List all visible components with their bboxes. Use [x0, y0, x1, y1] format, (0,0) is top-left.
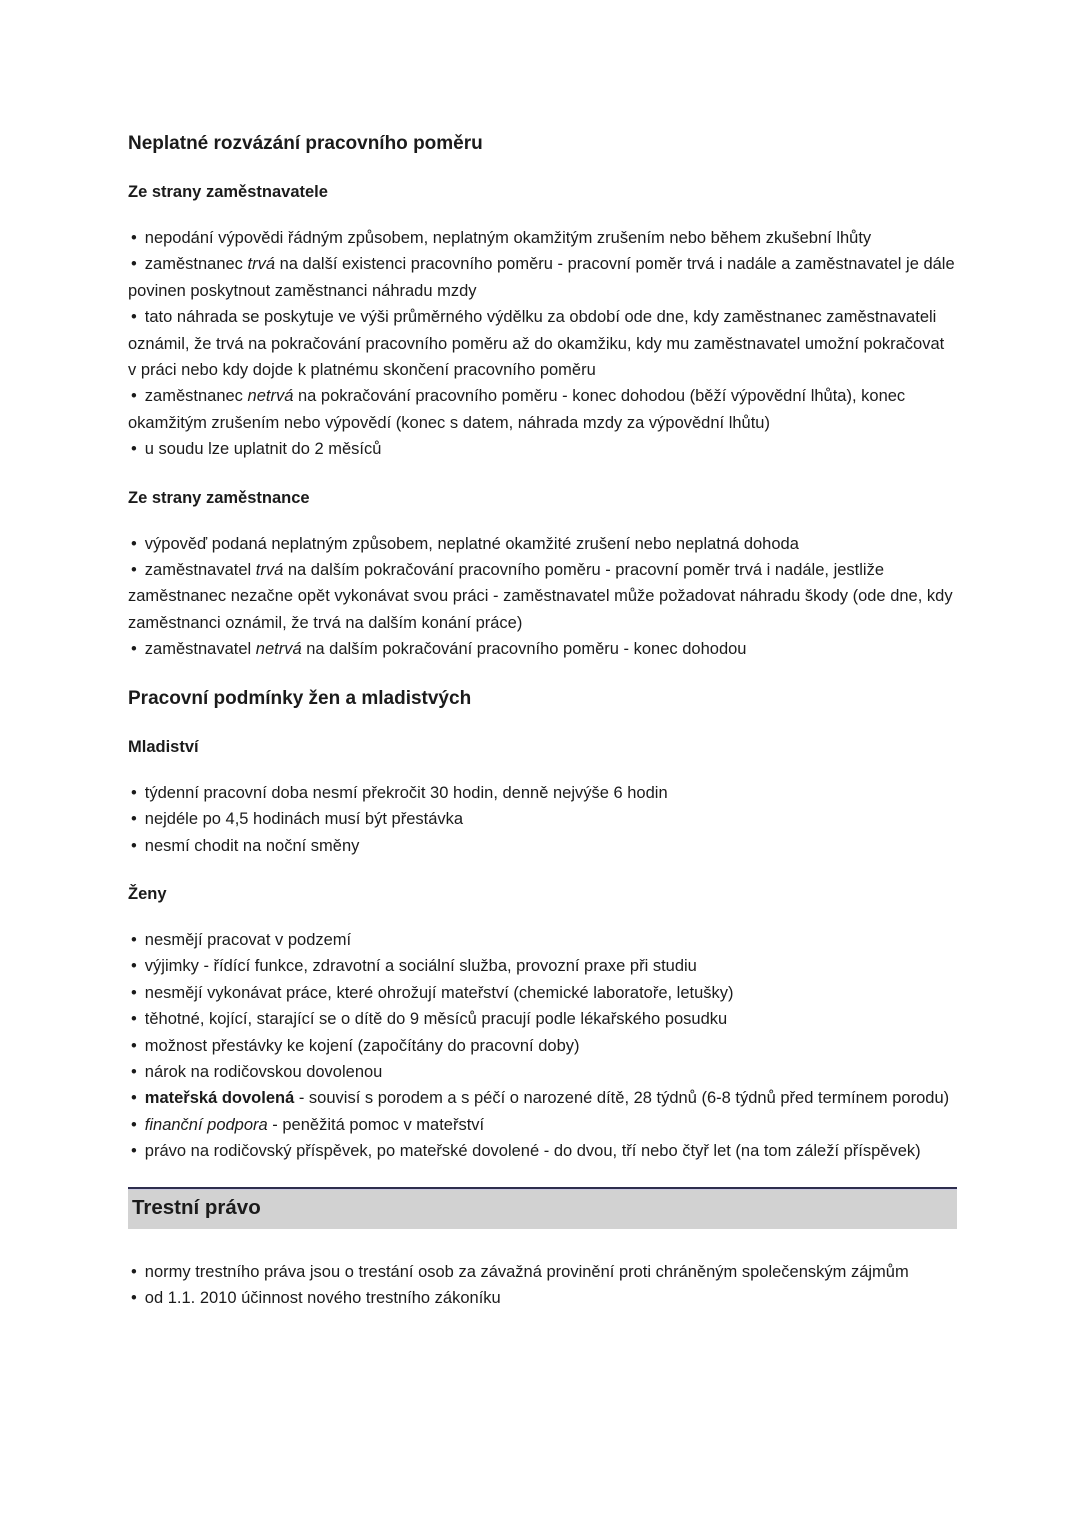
bullet-marker: •: [131, 1010, 137, 1029]
bullet-marker: •: [131, 1142, 137, 1161]
bullet-marker: •: [131, 640, 137, 659]
text-run: výjimky - řídící funkce, zdravotní a sociální služba, provozní praxe při studiu: [144, 957, 697, 976]
subsection-heading: Ze strany zaměstnance: [128, 488, 310, 507]
text-run: u soudu lze uplatnit do 2 měsíců: [144, 440, 382, 459]
subsection-heading: Ze strany zaměstnavatele: [128, 183, 328, 201]
list-item: [128, 1033, 957, 1059]
section-heading: Pracovní podmínky žen a mladistvých: [128, 687, 472, 709]
bullet-marker: •: [131, 810, 137, 829]
list-item: [128, 780, 957, 806]
text-run: nesmí chodit na noční směny: [144, 836, 360, 855]
text-run: zaměstnanec: [144, 387, 248, 406]
list-item: [128, 225, 957, 251]
bullet-marker: •: [131, 534, 137, 553]
bullet-marker: •: [131, 930, 137, 949]
list-item: [128, 436, 957, 462]
list-item: [128, 833, 957, 859]
list-item: [128, 1085, 957, 1111]
text-run: normy trestního práva jsou o trestání osob za závažná provinění proti chráněným společenským zájmům: [144, 1262, 909, 1281]
list-item: [128, 531, 957, 557]
text-run: výpověď podaná neplatným způsobem, neplatné okamžité zrušení nebo neplatná dohoda: [144, 534, 799, 553]
bullet-marker: •: [131, 783, 137, 802]
bullet-marker: •: [131, 255, 137, 274]
bullet-marker: •: [131, 387, 137, 406]
text-run: těhotné, kojící, starající se o dítě do 9 měsíců pracují podle lékařského posudku: [144, 1010, 728, 1029]
bullet-marker: •: [131, 308, 137, 327]
bullet-list: [128, 225, 957, 463]
text-run: na další existenci pracovního poměru - pracovní poměr trvá i nadále a zaměstnavatel je dále povinen poskytnout zaměstnanci náhradu mzdy: [128, 255, 955, 300]
bullet-marker: •: [131, 440, 137, 459]
subsection-heading: Ženy: [128, 884, 167, 903]
list-item: [128, 1006, 957, 1032]
text-run: na pokračování pracovního poměru - konec dohodou (běží výpovědní lhůta), konec okamžitým zrušením nebo výpovědí (konec s datem, náhrada mzdy za výpovědní lhůtu): [128, 387, 906, 432]
bullet-marker: •: [131, 561, 137, 580]
text-run: zaměstnavatel: [144, 561, 256, 580]
text-run: zaměstnavatel: [144, 640, 256, 659]
text-run: nárok na rodičovskou dovolenou: [144, 1062, 383, 1081]
subsection-heading: Mladiství: [128, 737, 199, 756]
text-run: nesmějí vykonávat práce, které ohrožují mateřství (chemické laboratoře, letušky): [144, 983, 734, 1002]
list-item: [128, 251, 957, 304]
list-item: [128, 383, 957, 436]
text-run: týdenní pracovní doba nesmí překročit 30 hodin, denně nejvýše 6 hodin: [144, 783, 668, 802]
list-item: [128, 1138, 957, 1164]
bullet-marker: •: [131, 1262, 137, 1281]
text-run: - souvisí s porodem a s péčí o narozené dítě, 28 týdnů (6-8 týdnů před termínem porodu): [294, 1089, 950, 1108]
text-run: nesmějí pracovat v podzemí: [144, 930, 352, 949]
bullet-marker: •: [131, 1288, 137, 1307]
text-run: na dalším pokračování pracovního poměru - konec dohodou: [301, 640, 747, 659]
text-run: možnost přestávky ke kojení (započítány do pracovní doby): [144, 1036, 580, 1055]
bullet-marker: •: [131, 1089, 137, 1108]
list-item: [128, 1285, 957, 1311]
text-run: - peněžitá pomoc v mateřství: [267, 1115, 485, 1134]
text-run: nepodání výpovědi řádným způsobem, neplatným okamžitým zrušením nebo během zkušební lhůty: [144, 229, 872, 247]
bullet-marker: •: [131, 1036, 137, 1055]
italic-text-run: trvá: [247, 255, 276, 274]
list-item: [128, 1112, 957, 1138]
bullet-list: [128, 1259, 957, 1312]
bullet-marker: •: [131, 1062, 137, 1081]
bullet-marker: •: [131, 229, 137, 247]
bullet-marker: •: [131, 983, 137, 1002]
list-item: [128, 1059, 957, 1085]
italic-text-run: trvá: [255, 561, 284, 580]
section-heading: Neplatné rozvázání pracovního poměru: [128, 133, 483, 154]
italic-text-run: finanční podpora: [144, 1115, 268, 1134]
text-run: nejdéle po 4,5 hodinách musí být přestávka: [144, 810, 464, 829]
bullet-marker: •: [131, 1115, 137, 1134]
text-run: na dalším pokračování pracovního poměru - pracovní poměr trvá i nadále, jestliže zaměstnanec nezačne opět vykonávat svou práci - zaměstnavatel může požadovat náhradu škody (ode dne, kdy zaměstnanci oznámil, že trvá na dalším konání práce): [128, 561, 953, 632]
italic-text-run: netrvá: [247, 387, 294, 406]
bullet-marker: •: [131, 957, 137, 976]
list-item: [128, 557, 957, 636]
bullet-marker: •: [131, 836, 137, 855]
list-item: [128, 806, 957, 832]
list-item: [128, 1259, 957, 1285]
document-content: [128, 130, 957, 1311]
italic-text-run: netrvá: [255, 640, 302, 659]
list-item: [128, 636, 957, 662]
bold-text-run: mateřská dovolená: [144, 1089, 295, 1108]
bullet-list: [128, 780, 957, 859]
text-run: od 1.1. 2010 účinnost nového trestního zákoníku: [144, 1288, 501, 1307]
bullet-list: [128, 531, 957, 663]
text-run: právo na rodičovský příspěvek, po mateřské dovolené - do dvou, tří nebo čtyř let (na tom záleží příspěvek): [144, 1142, 921, 1161]
list-item: [128, 980, 957, 1006]
list-item: [128, 927, 957, 953]
bullet-list: [128, 927, 957, 1165]
bar-heading: Trestní právo: [128, 1187, 957, 1229]
text-run: tato náhrada se poskytuje ve výši průměrného výdělku za období ode dne, kdy zaměstnanec zaměstnavateli oznámil, že trvá na pokračování pracovního poměru až do okamžiku, kdy mu zaměstnavatel umožní pokračovat v práci nebo kdy dojde k platnému skončení pracovního poměru: [128, 308, 945, 380]
list-item: [128, 304, 957, 383]
list-item: [128, 953, 957, 979]
text-run: zaměstnanec: [144, 255, 248, 274]
